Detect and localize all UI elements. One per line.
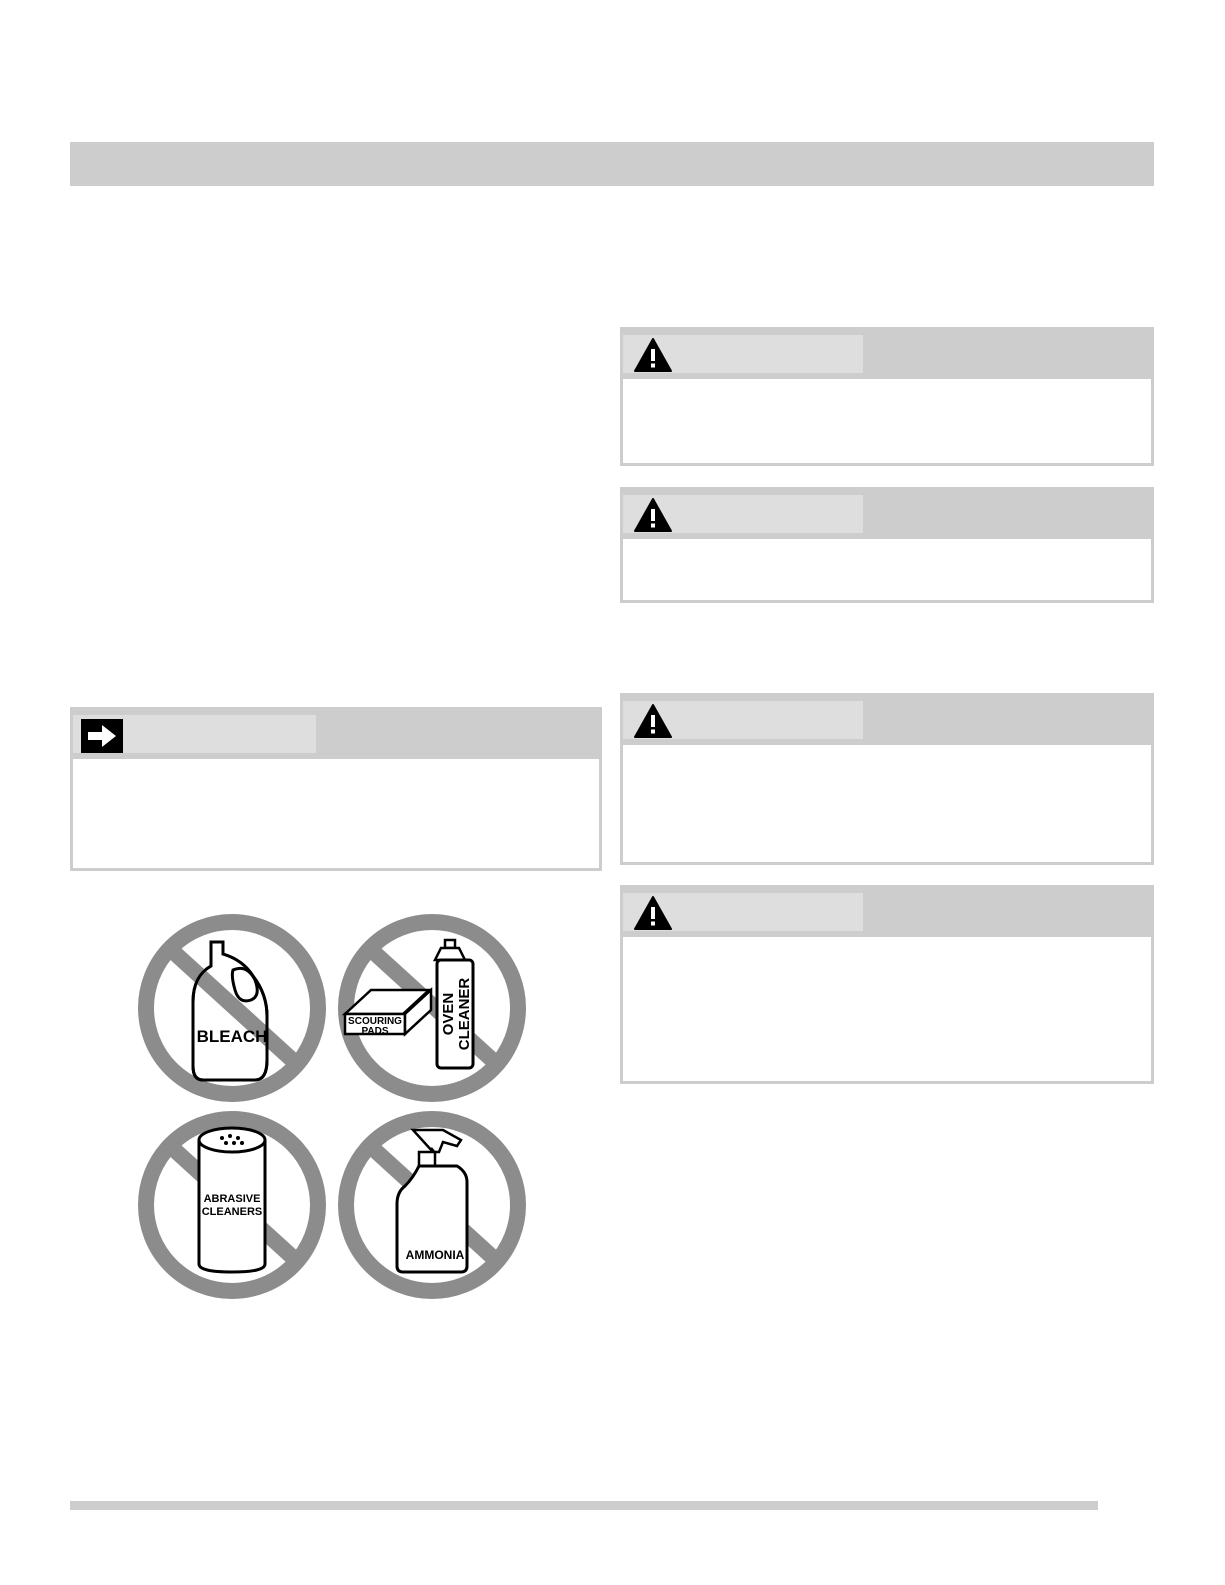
right-arrow-icon <box>81 719 123 753</box>
product-label: AMMONIA <box>405 1248 465 1262</box>
product-label: PADS <box>361 1026 389 1037</box>
warning-triangle-icon <box>633 702 673 740</box>
product-label: CLEANER <box>456 977 473 1051</box>
warning-notice <box>620 693 1154 865</box>
product-label: SCOURING <box>348 1016 402 1027</box>
no-ammonia-icon <box>346 1119 518 1291</box>
warning-notice <box>620 487 1154 603</box>
section-header-bar <box>70 142 1154 186</box>
product-label: ABRASIVE <box>203 1193 261 1205</box>
warning-triangle-icon <box>633 894 673 932</box>
no-abrasive-cleaners-icon <box>146 1119 318 1291</box>
product-label: CLEANERS <box>201 1206 263 1218</box>
product-label: OVEN <box>440 992 457 1036</box>
important-notice <box>70 707 602 871</box>
warning-triangle-icon <box>633 336 673 374</box>
warning-notice <box>620 885 1154 1084</box>
warning-notice <box>620 327 1154 466</box>
footer-bar <box>70 1501 1098 1510</box>
no-bleach-icon <box>146 922 318 1094</box>
warning-triangle-icon <box>633 496 673 534</box>
no-scouring-pads-oven-cleaner-icon <box>345 922 518 1094</box>
prohibited-cleaners-illustration <box>135 910 535 1306</box>
product-label: BLEACH <box>196 1027 268 1046</box>
